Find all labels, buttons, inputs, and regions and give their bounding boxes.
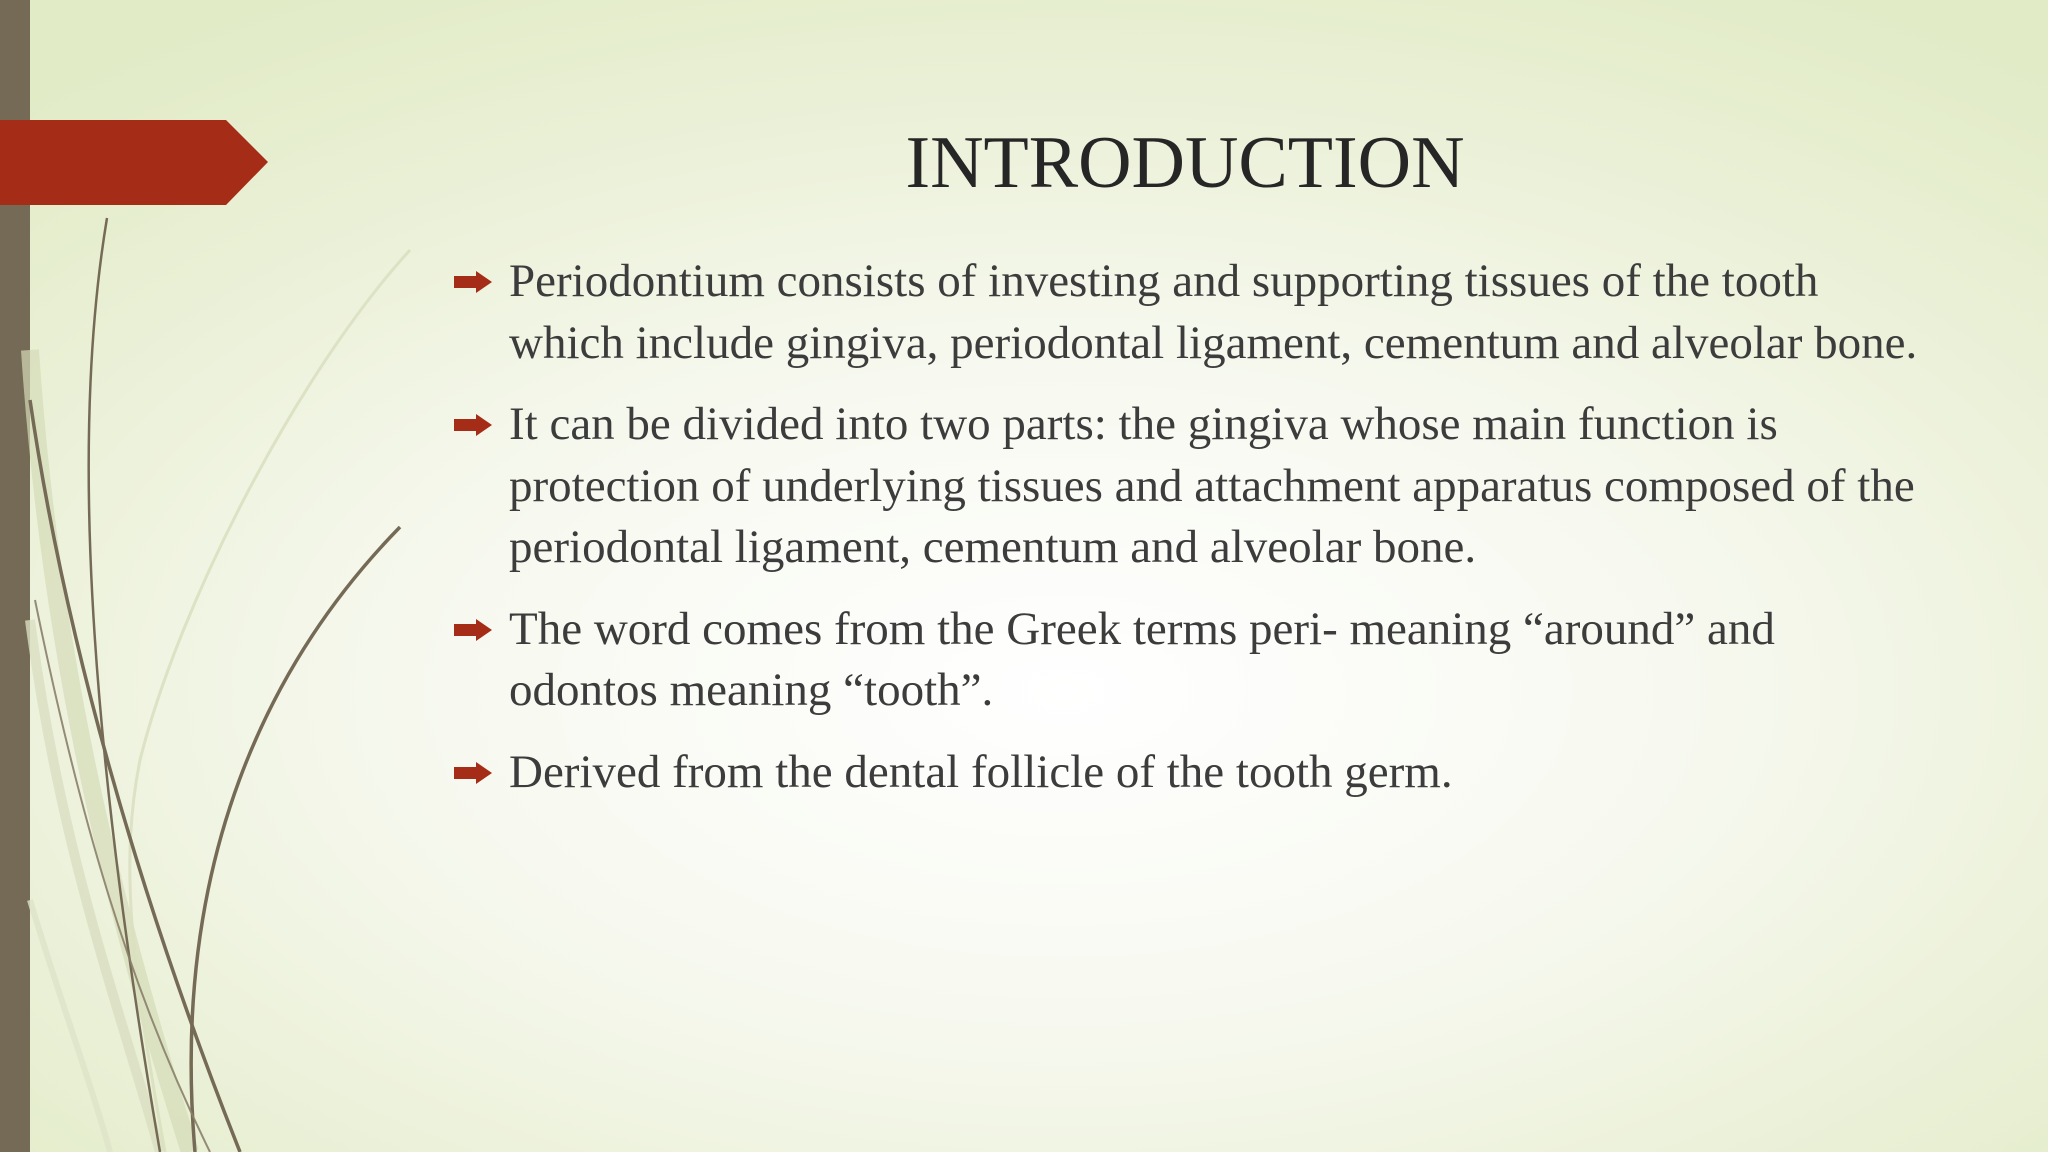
slide-title: INTRODUCTION xyxy=(905,122,1465,204)
arrow-bullet-icon xyxy=(454,414,492,436)
bullet-item xyxy=(452,251,1922,374)
bullet-item xyxy=(452,599,1922,722)
bullet-item xyxy=(452,742,1922,804)
bullet-item xyxy=(452,394,1922,579)
bullet-text: The word comes from the Greek terms peri- meaning “around” and odontos meaning “tooth”. xyxy=(509,602,1775,716)
arrow-bullet-icon xyxy=(454,271,492,293)
arrow-bullet-icon xyxy=(454,762,492,784)
bullet-list xyxy=(452,251,1922,823)
bullet-text: Periodontium consists of investing and supporting tissues of the tooth which include gingiva, periodontal ligament, cementum and alveolar bone. xyxy=(509,255,1918,369)
arrow-bullet-icon xyxy=(454,619,492,641)
bullet-text: Derived from the dental follicle of the tooth germ. xyxy=(509,745,1453,798)
title-flag-accent xyxy=(0,120,268,205)
bullet-text: It can be divided into two parts: the gingiva whose main function is protection of underlying tissues and attachment apparatus composed of the periodontal ligament, cementum and alveolar bone. xyxy=(509,398,1915,573)
